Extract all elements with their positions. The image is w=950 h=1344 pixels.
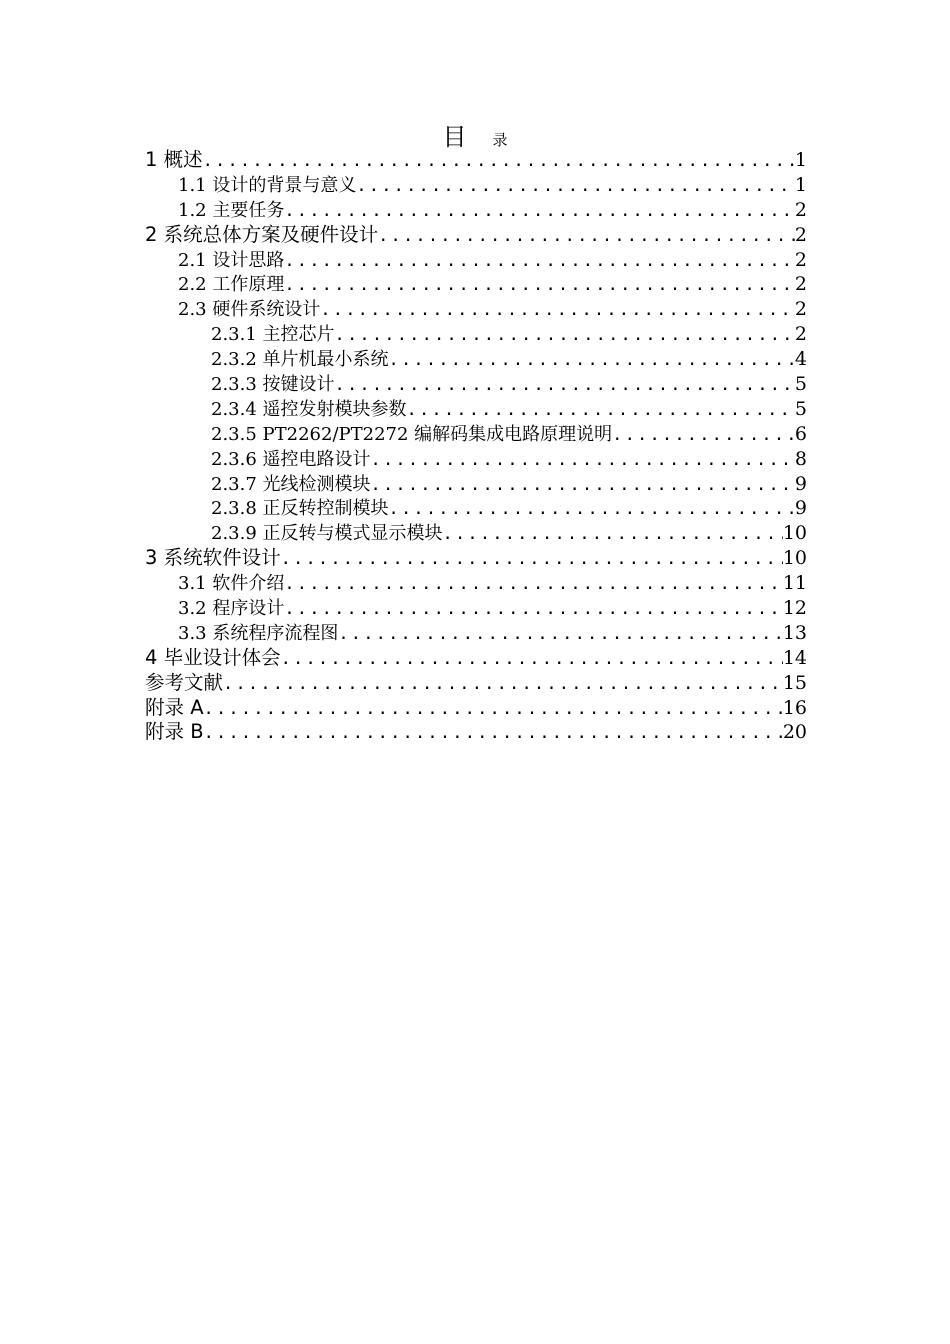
toc-entry-page-number: 15 (782, 671, 807, 694)
toc-entry[interactable] (145, 496, 807, 521)
toc-dot-leader (284, 572, 782, 596)
toc-entry[interactable] (145, 472, 807, 497)
toc-dot-leader (371, 448, 795, 472)
toc-entry-page-number: 2 (794, 223, 807, 246)
toc-entry[interactable] (145, 372, 807, 397)
toc-entry[interactable] (145, 198, 807, 223)
toc-entry[interactable] (145, 720, 807, 745)
toc-entry-label: 3.3 系统程序流程图 (178, 622, 339, 644)
toc-entry-page-number: 20 (782, 721, 807, 744)
toc-entry-label: 附录 A (145, 695, 204, 719)
toc-entry[interactable] (145, 347, 807, 372)
toc-entry[interactable] (145, 621, 807, 646)
toc-dot-leader (612, 423, 795, 447)
toc-entry-label: 2.3.6 遥控电路设计 (211, 448, 371, 470)
toc-entry-page-number: 13 (782, 621, 807, 644)
toc-entry-label: 2.3.5 PT2262/PT2272 编解码集成电路原理说明 (211, 423, 613, 445)
toc-entry-page-number: 14 (782, 646, 807, 669)
toc-entry-page-number: 2 (794, 323, 807, 346)
toc-entry[interactable] (145, 173, 807, 198)
toc-entry[interactable] (145, 248, 807, 273)
toc-dot-leader (335, 373, 795, 397)
toc-entry-page-number: 1 (794, 149, 807, 171)
toc-entry-label: 3 系统软件设计 (145, 546, 281, 570)
toc-dot-leader (284, 249, 795, 273)
toc-entry-page-number: 9 (794, 472, 807, 495)
toc-entry[interactable] (145, 322, 807, 347)
toc-dot-leader (204, 721, 783, 745)
toc-entry-label: 1.1 设计的背景与意义 (178, 174, 357, 196)
toc-entry-label: 参考文献 (145, 670, 224, 694)
toc-entry[interactable] (145, 696, 807, 721)
toc-entry-label: 1 概述 (145, 148, 203, 171)
toc-entry-label: 2.2 工作原理 (178, 274, 285, 296)
toc-entry[interactable] (145, 422, 807, 447)
toc-entry-label: 2.3.7 光线检测模块 (211, 473, 371, 495)
toc-dot-leader (204, 697, 783, 721)
toc-entry-page-number: 10 (782, 547, 807, 570)
toc-entry[interactable] (145, 571, 807, 596)
toc-entry-label: 4 毕业设计体会 (145, 645, 281, 669)
toc-entry-page-number: 4 (794, 348, 807, 371)
toc-dot-leader (443, 522, 783, 546)
toc-entry-page-number: 5 (794, 373, 807, 396)
toc-dot-leader (356, 174, 795, 198)
toc-entry[interactable] (145, 447, 807, 472)
toc-entry-page-number: 11 (782, 572, 807, 595)
toc-entry[interactable] (145, 671, 807, 696)
toc-entry-page-number: 10 (782, 522, 807, 545)
toc-dot-leader (223, 672, 783, 696)
toc-heading-char-1: 目 (442, 123, 467, 151)
toc-entry-label: 3.2 程序设计 (178, 598, 285, 620)
table-of-contents (145, 148, 807, 745)
toc-dot-leader (203, 149, 795, 173)
toc-entry-label: 附录 B (145, 720, 204, 744)
toc-dot-leader (389, 497, 795, 521)
toc-entry-label: 2.3.9 正反转与模式显示模块 (211, 523, 443, 545)
toc-entry-label: 2.3 硬件系统设计 (178, 299, 321, 321)
toc-entry-label: 3.1 软件介绍 (178, 573, 285, 595)
toc-dot-leader (338, 622, 782, 646)
toc-dot-leader (389, 348, 795, 372)
toc-entry[interactable] (145, 397, 807, 422)
toc-entry-label: 2.3.3 按键设计 (211, 374, 335, 396)
toc-entry-label: 2.3.2 单片机最小系统 (211, 349, 389, 371)
toc-dot-leader (378, 224, 795, 248)
toc-dot-leader (371, 473, 795, 497)
toc-entry[interactable] (145, 521, 807, 546)
toc-dot-leader (281, 547, 783, 571)
toc-dot-leader (320, 298, 795, 322)
toc-dot-leader (281, 647, 783, 671)
toc-entry-page-number: 9 (794, 497, 807, 520)
toc-entry-page-number: 2 (794, 198, 807, 221)
toc-entry-page-number: 1 (794, 173, 807, 196)
toc-entry[interactable] (145, 646, 807, 671)
toc-entry[interactable] (145, 297, 807, 322)
toc-entry-label: 2.3.1 主控芯片 (211, 324, 335, 346)
toc-entry-page-number: 2 (794, 248, 807, 271)
toc-entry[interactable] (145, 223, 807, 248)
toc-entry-label: 2.3.4 遥控发射模块参数 (211, 398, 407, 420)
toc-entry[interactable] (145, 272, 807, 297)
toc-dot-leader (284, 273, 795, 297)
toc-entry-page-number: 6 (794, 422, 807, 445)
toc-entry-page-number: 5 (794, 397, 807, 420)
toc-entry-page-number: 16 (782, 696, 807, 719)
toc-entry-label: 2.1 设计思路 (178, 249, 285, 271)
toc-entry[interactable] (145, 546, 807, 571)
toc-dot-leader (335, 323, 795, 347)
toc-dot-leader (284, 597, 782, 621)
toc-entry-page-number: 12 (782, 597, 807, 620)
toc-dot-leader (407, 398, 795, 422)
toc-entry-page-number: 2 (794, 298, 807, 321)
toc-entry-label: 2 系统总体方案及硬件设计 (145, 222, 379, 246)
toc-heading-char-2: 录 (492, 131, 508, 149)
toc-entry-label: 1.2 主要任务 (178, 199, 285, 221)
toc-entry-page-number: 2 (794, 273, 807, 296)
toc-entry[interactable] (145, 148, 807, 173)
toc-entry-page-number: 8 (794, 447, 807, 470)
toc-entry[interactable] (145, 596, 807, 621)
toc-dot-leader (284, 199, 795, 223)
toc-entry-label: 2.3.8 正反转控制模块 (211, 498, 389, 520)
